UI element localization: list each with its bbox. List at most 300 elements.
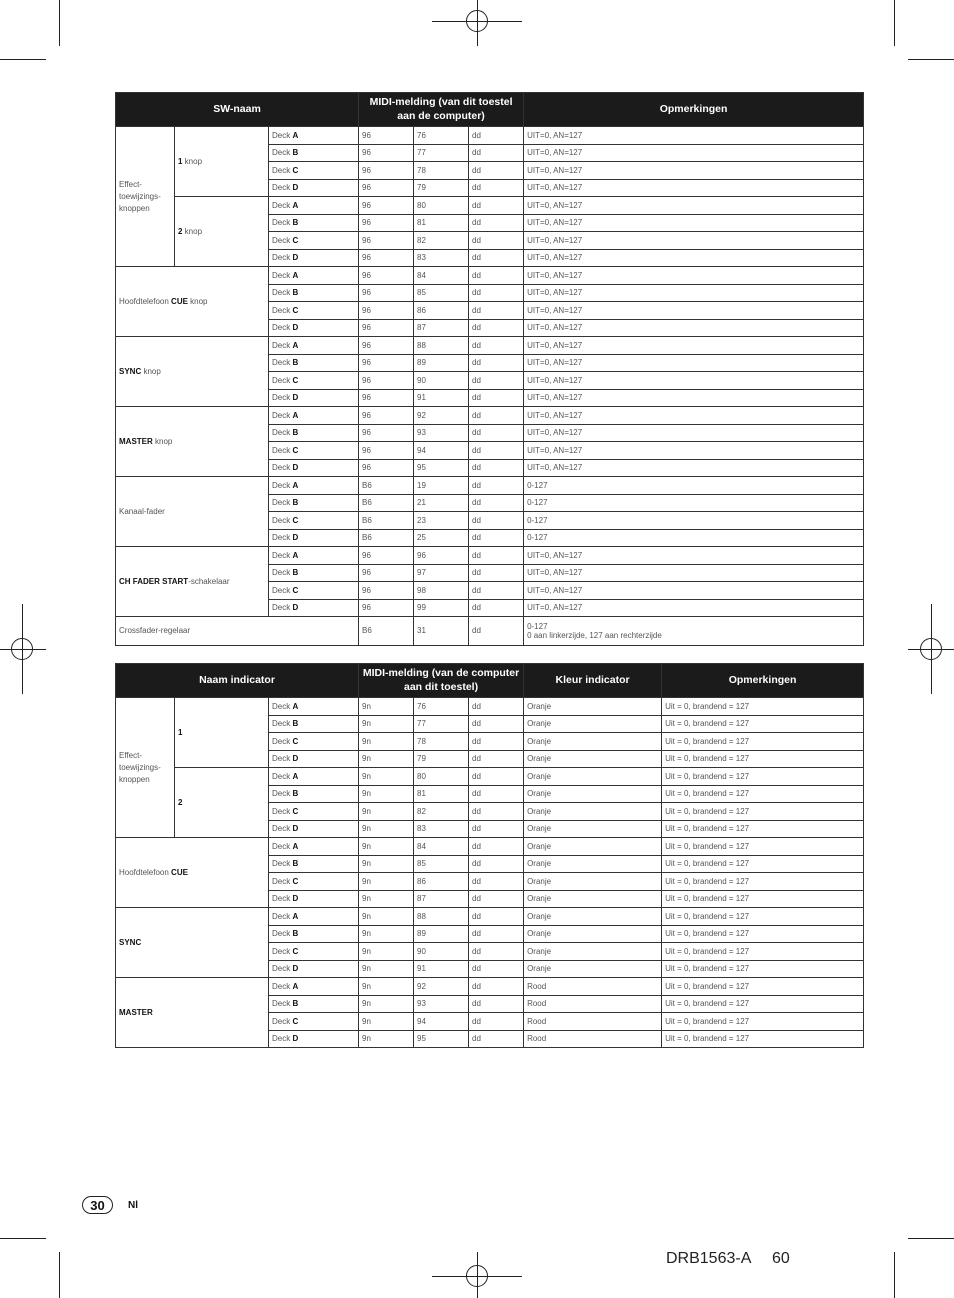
crop-mark: [894, 0, 895, 46]
midi-number-cell: 93: [414, 424, 469, 442]
deck-cell: Deck D: [269, 249, 359, 267]
deck-letter: D: [292, 754, 299, 764]
remarks-cell: UIT=0, AN=127: [524, 337, 864, 355]
midi-value-cell: dd: [469, 617, 524, 646]
deck-cell: Deck C: [269, 302, 359, 320]
midi-status-cell: 9n: [359, 733, 414, 751]
midi-number-cell: 19: [414, 477, 469, 495]
deck-letter: A: [292, 480, 299, 490]
deck-cell: Deck B: [269, 284, 359, 302]
midi-value-cell: dd: [469, 337, 524, 355]
midi-status-cell: 9n: [359, 1013, 414, 1031]
midi-status-cell: 96: [359, 249, 414, 267]
deck-cell: Deck C: [269, 512, 359, 530]
remarks-cell: UIT=0, AN=127: [524, 389, 864, 407]
remarks-cell: 0-127: [524, 477, 864, 495]
midi-status-cell: 9n: [359, 890, 414, 908]
remarks-cell: UIT=0, AN=127: [524, 547, 864, 565]
indicator-color-cell: Oranje: [524, 733, 662, 751]
midi-status-cell: B6: [359, 529, 414, 547]
midi-status-cell: 96: [359, 232, 414, 250]
midi-status-cell: 96: [359, 599, 414, 617]
remarks-cell: UIT=0, AN=127: [524, 372, 864, 390]
control-name-cell: Effect- toewijzings- knoppen: [116, 698, 175, 838]
midi-value-cell: dd: [469, 214, 524, 232]
midi-number-cell: 81: [414, 214, 469, 232]
indicator-color-cell: Rood: [524, 978, 662, 996]
table-row: [116, 908, 864, 926]
remarks-cell: UIT=0, AN=127: [524, 319, 864, 337]
deck-cell: Deck D: [269, 179, 359, 197]
remarks-cell: Uit = 0, brandend = 127: [662, 960, 864, 978]
indicator-color-cell: Oranje: [524, 768, 662, 786]
deck-letter: A: [292, 550, 299, 560]
deck-cell: Deck A: [269, 698, 359, 716]
indicator-color-cell: Oranje: [524, 943, 662, 961]
midi-value-cell: dd: [469, 785, 524, 803]
midi-number-cell: 85: [414, 855, 469, 873]
indicator-color-cell: Oranje: [524, 960, 662, 978]
deck-cell: Deck D: [269, 1030, 359, 1048]
remarks-cell: 0-127: [524, 529, 864, 547]
midi-number-cell: 96: [414, 547, 469, 565]
indicator-color-cell: Oranje: [524, 785, 662, 803]
deck-letter: C: [292, 305, 299, 315]
midi-status-cell: 9n: [359, 873, 414, 891]
midi-number-cell: 77: [414, 144, 469, 162]
midi-value-cell: dd: [469, 494, 524, 512]
midi-number-cell: 87: [414, 890, 469, 908]
midi-number-cell: 91: [414, 960, 469, 978]
crop-mark: [0, 59, 46, 60]
midi-number-cell: 78: [414, 733, 469, 751]
midi-status-cell: B6: [359, 494, 414, 512]
deck-letter: A: [292, 270, 299, 280]
deck-cell: Deck C: [269, 943, 359, 961]
deck-cell: Deck B: [269, 715, 359, 733]
table-row: [116, 267, 864, 285]
midi-status-cell: 96: [359, 407, 414, 425]
table-row-crossfader: [116, 617, 864, 646]
deck-letter: D: [292, 824, 299, 834]
midi-value-cell: dd: [469, 820, 524, 838]
table-row: [116, 197, 864, 215]
table-row: [116, 547, 864, 565]
deck-letter: B: [292, 218, 299, 228]
midi-out-table: [115, 92, 864, 646]
deck-letter: A: [292, 701, 299, 711]
deck-letter: B: [292, 929, 299, 939]
control-sub-name-cell: 2: [175, 768, 269, 838]
midi-value-cell: dd: [469, 978, 524, 996]
midi-number-cell: 98: [414, 582, 469, 600]
deck-letter: A: [292, 130, 299, 140]
remarks-cell: 0-127: [524, 494, 864, 512]
header-row: [116, 93, 864, 127]
midi-number-cell: 94: [414, 442, 469, 460]
midi-status-cell: 96: [359, 162, 414, 180]
midi-status-cell: 96: [359, 389, 414, 407]
midi-number-cell: 90: [414, 372, 469, 390]
remarks-cell: UIT=0, AN=127: [524, 407, 864, 425]
midi-value-cell: dd: [469, 960, 524, 978]
deck-cell: Deck D: [269, 890, 359, 908]
table-row: [116, 768, 864, 786]
remarks-cell: Uit = 0, brandend = 127: [662, 943, 864, 961]
document-code: DRB1563-A: [666, 1250, 752, 1267]
deck-letter: C: [292, 946, 299, 956]
deck-letter: A: [292, 340, 299, 350]
remarks-cell: Uit = 0, brandend = 127: [662, 715, 864, 733]
remarks-cell: Uit = 0, brandend = 127: [662, 785, 864, 803]
deck-letter: B: [292, 999, 299, 1009]
indicator-color-cell: Oranje: [524, 750, 662, 768]
deck-letter: A: [292, 200, 299, 210]
control-sub-name-cell: 1: [175, 698, 269, 768]
midi-status-cell: 96: [359, 214, 414, 232]
midi-status-cell: 96: [359, 354, 414, 372]
deck-letter: C: [292, 1016, 299, 1026]
deck-letter: A: [292, 911, 299, 921]
midi-status-cell: B6: [359, 512, 414, 530]
table-row: [116, 978, 864, 996]
deck-cell: Deck B: [269, 144, 359, 162]
control-name-cell: Hoofdtelefoon CUE: [116, 838, 269, 908]
remarks-cell: UIT=0, AN=127: [524, 354, 864, 372]
midi-value-cell: dd: [469, 459, 524, 477]
midi-status-cell: 9n: [359, 943, 414, 961]
remarks-cell: 0-127: [524, 512, 864, 530]
control-name-cell: Effect- toewijzings- knoppen: [116, 127, 175, 267]
document-page: 60: [772, 1250, 790, 1267]
deck-cell: Deck B: [269, 494, 359, 512]
midi-value-cell: dd: [469, 144, 524, 162]
midi-value-cell: dd: [469, 197, 524, 215]
remarks-cell: Uit = 0, brandend = 127: [662, 978, 864, 996]
deck-cell: Deck A: [269, 978, 359, 996]
deck-cell: Deck C: [269, 442, 359, 460]
midi-number-cell: 92: [414, 978, 469, 996]
crop-mark: [908, 59, 954, 60]
deck-letter: A: [292, 410, 299, 420]
remarks-cell: UIT=0, AN=127: [524, 127, 864, 145]
remarks-cell: UIT=0, AN=127: [524, 599, 864, 617]
midi-number-cell: 84: [414, 267, 469, 285]
deck-letter: C: [292, 165, 299, 175]
deck-cell: Deck B: [269, 564, 359, 582]
midi-value-cell: dd: [469, 803, 524, 821]
midi-value-cell: dd: [469, 855, 524, 873]
deck-cell: Deck A: [269, 407, 359, 425]
midi-value-cell: dd: [469, 407, 524, 425]
deck-letter: C: [292, 375, 299, 385]
remarks-cell: Uit = 0, brandend = 127: [662, 873, 864, 891]
midi-status-cell: 9n: [359, 768, 414, 786]
midi-status-cell: 96: [359, 197, 414, 215]
midi-number-cell: 21: [414, 494, 469, 512]
indicator-color-cell: Oranje: [524, 698, 662, 716]
midi-number-cell: 79: [414, 750, 469, 768]
midi-value-cell: dd: [469, 372, 524, 390]
indicator-color-cell: Oranje: [524, 838, 662, 856]
midi-value-cell: dd: [469, 529, 524, 547]
indicator-color-cell: Oranje: [524, 715, 662, 733]
crop-mark: [894, 1252, 895, 1298]
midi-value-cell: dd: [469, 715, 524, 733]
midi-value-cell: dd: [469, 995, 524, 1013]
midi-value-cell: dd: [469, 564, 524, 582]
midi-value-cell: dd: [469, 582, 524, 600]
midi-value-cell: dd: [469, 750, 524, 768]
midi-status-cell: 96: [359, 564, 414, 582]
deck-cell: Deck C: [269, 582, 359, 600]
deck-letter: D: [292, 1034, 299, 1044]
midi-number-cell: 79: [414, 179, 469, 197]
midi-status-cell: 9n: [359, 750, 414, 768]
remarks-cell: UIT=0, AN=127: [524, 267, 864, 285]
midi-status-cell: 96: [359, 547, 414, 565]
remarks-cell: UIT=0, AN=127: [524, 197, 864, 215]
header-midi-message: MIDI-melding (van de computer aan dit toestel): [359, 664, 524, 698]
remarks-cell: UIT=0, AN=127: [524, 179, 864, 197]
midi-status-cell: 96: [359, 267, 414, 285]
table-row: [116, 407, 864, 425]
deck-cell: Deck C: [269, 1013, 359, 1031]
midi-value-cell: dd: [469, 873, 524, 891]
midi-status-cell: 9n: [359, 978, 414, 996]
header-row: [116, 664, 864, 698]
midi-number-cell: 82: [414, 803, 469, 821]
remarks-cell: Uit = 0, brandend = 127: [662, 803, 864, 821]
midi-number-cell: 88: [414, 908, 469, 926]
midi-value-cell: dd: [469, 943, 524, 961]
midi-number-cell: 83: [414, 249, 469, 267]
remarks-cell: [524, 617, 864, 646]
midi-number-cell: 86: [414, 302, 469, 320]
page-number: 30: [82, 1196, 113, 1214]
deck-letter: A: [292, 771, 299, 781]
deck-letter: B: [292, 859, 299, 869]
deck-cell: Deck A: [269, 768, 359, 786]
midi-value-cell: dd: [469, 547, 524, 565]
deck-letter: C: [292, 876, 299, 886]
deck-cell: Deck A: [269, 838, 359, 856]
control-name-cell: SYNC: [116, 908, 269, 978]
midi-value-cell: dd: [469, 162, 524, 180]
midi-value-cell: dd: [469, 127, 524, 145]
midi-value-cell: dd: [469, 267, 524, 285]
remarks-cell: UIT=0, AN=127: [524, 232, 864, 250]
midi-number-cell: 23: [414, 512, 469, 530]
midi-number-cell: 85: [414, 284, 469, 302]
midi-value-cell: dd: [469, 890, 524, 908]
deck-cell: Deck D: [269, 389, 359, 407]
midi-status-cell: 96: [359, 459, 414, 477]
table-row: [116, 838, 864, 856]
midi-number-cell: 78: [414, 162, 469, 180]
deck-letter: C: [292, 515, 299, 525]
midi-number-cell: 93: [414, 995, 469, 1013]
deck-cell: Deck A: [269, 127, 359, 145]
midi-value-cell: dd: [469, 232, 524, 250]
remarks-cell: UIT=0, AN=127: [524, 162, 864, 180]
remarks-cell: UIT=0, AN=127: [524, 424, 864, 442]
midi-status-cell: 9n: [359, 803, 414, 821]
remarks-cell: Uit = 0, brandend = 127: [662, 890, 864, 908]
remarks-cell: UIT=0, AN=127: [524, 442, 864, 460]
midi-status-cell: 96: [359, 179, 414, 197]
midi-value-cell: dd: [469, 599, 524, 617]
midi-status-cell: 9n: [359, 820, 414, 838]
deck-cell: Deck D: [269, 319, 359, 337]
deck-cell: Deck C: [269, 803, 359, 821]
midi-status-cell: 9n: [359, 1030, 414, 1048]
control-name-cell: Hoofdtelefoon CUE knop: [116, 267, 269, 337]
deck-letter: C: [292, 585, 299, 595]
midi-number-cell: 92: [414, 407, 469, 425]
deck-cell: Deck D: [269, 960, 359, 978]
midi-status-cell: 9n: [359, 715, 414, 733]
remarks-cell: Uit = 0, brandend = 127: [662, 855, 864, 873]
deck-cell: Deck A: [269, 477, 359, 495]
deck-cell: Deck D: [269, 599, 359, 617]
midi-value-cell: dd: [469, 1013, 524, 1031]
indicator-color-cell: Oranje: [524, 855, 662, 873]
midi-number-cell: 82: [414, 232, 469, 250]
deck-cell: Deck D: [269, 459, 359, 477]
deck-letter: D: [292, 603, 299, 613]
midi-value-cell: dd: [469, 354, 524, 372]
deck-cell: Deck D: [269, 529, 359, 547]
midi-number-cell: 84: [414, 838, 469, 856]
deck-letter: C: [292, 806, 299, 816]
indicator-color-cell: Rood: [524, 1013, 662, 1031]
deck-letter: D: [292, 894, 299, 904]
midi-status-cell: 9n: [359, 925, 414, 943]
midi-number-cell: 83: [414, 820, 469, 838]
deck-cell: Deck C: [269, 372, 359, 390]
midi-status-cell: 96: [359, 127, 414, 145]
midi-status-cell: B6: [359, 617, 414, 646]
remarks-line: 0 aan linkerzijde, 127 aan rechterzijde: [527, 631, 662, 640]
deck-letter: B: [292, 148, 299, 158]
deck-cell: Deck D: [269, 820, 359, 838]
control-name-cell: Kanaal-fader: [116, 477, 269, 547]
midi-number-cell: 25: [414, 529, 469, 547]
midi-status-cell: 96: [359, 284, 414, 302]
midi-value-cell: dd: [469, 389, 524, 407]
remarks-cell: Uit = 0, brandend = 127: [662, 995, 864, 1013]
indicator-color-cell: Oranje: [524, 820, 662, 838]
midi-status-cell: 96: [359, 144, 414, 162]
midi-number-cell: 80: [414, 768, 469, 786]
remarks-cell: Uit = 0, brandend = 127: [662, 768, 864, 786]
midi-value-cell: dd: [469, 768, 524, 786]
midi-number-cell: 90: [414, 943, 469, 961]
midi-status-cell: 9n: [359, 785, 414, 803]
midi-value-cell: dd: [469, 179, 524, 197]
midi-value-cell: dd: [469, 512, 524, 530]
midi-value-cell: dd: [469, 698, 524, 716]
midi-number-cell: 88: [414, 337, 469, 355]
midi-number-cell: 91: [414, 389, 469, 407]
midi-status-cell: 9n: [359, 960, 414, 978]
midi-status-cell: 9n: [359, 855, 414, 873]
deck-cell: Deck A: [269, 908, 359, 926]
table-row: [116, 698, 864, 716]
remarks-cell: Uit = 0, brandend = 127: [662, 925, 864, 943]
indicator-color-cell: Oranje: [524, 873, 662, 891]
midi-status-cell: 96: [359, 372, 414, 390]
remarks-cell: UIT=0, AN=127: [524, 564, 864, 582]
deck-letter: C: [292, 235, 299, 245]
remarks-cell: UIT=0, AN=127: [524, 459, 864, 477]
control-sub-name-cell: 2 knop: [175, 197, 269, 267]
deck-cell: Deck D: [269, 750, 359, 768]
table-row: [116, 127, 864, 145]
control-name-cell: Crossfader-regelaar: [116, 617, 359, 646]
deck-letter: B: [292, 498, 299, 508]
deck-letter: D: [292, 183, 299, 193]
deck-cell: Deck B: [269, 214, 359, 232]
midi-value-cell: dd: [469, 733, 524, 751]
midi-status-cell: 9n: [359, 995, 414, 1013]
header-indicator-color: Kleur indicator: [524, 664, 662, 698]
deck-cell: Deck B: [269, 785, 359, 803]
midi-number-cell: 95: [414, 459, 469, 477]
deck-cell: Deck B: [269, 354, 359, 372]
midi-in-table: [115, 663, 864, 1048]
deck-cell: Deck B: [269, 855, 359, 873]
deck-cell: Deck A: [269, 197, 359, 215]
midi-status-cell: B6: [359, 477, 414, 495]
deck-cell: Deck C: [269, 873, 359, 891]
midi-value-cell: dd: [469, 1030, 524, 1048]
remarks-cell: Uit = 0, brandend = 127: [662, 1030, 864, 1048]
midi-number-cell: 77: [414, 715, 469, 733]
midi-number-cell: 89: [414, 925, 469, 943]
indicator-color-cell: Oranje: [524, 908, 662, 926]
midi-status-cell: 96: [359, 319, 414, 337]
midi-number-cell: 87: [414, 319, 469, 337]
header-remarks: Opmerkingen: [524, 93, 864, 127]
control-name-cell: CH FADER START-schakelaar: [116, 547, 269, 617]
midi-value-cell: dd: [469, 249, 524, 267]
remarks-cell: UIT=0, AN=127: [524, 214, 864, 232]
header-sw-name: SW-naam: [116, 93, 359, 127]
crop-mark: [0, 1238, 46, 1239]
control-name-cell: SYNC knop: [116, 337, 269, 407]
deck-letter: D: [292, 463, 299, 473]
remarks-cell: UIT=0, AN=127: [524, 144, 864, 162]
remarks-cell: UIT=0, AN=127: [524, 302, 864, 320]
midi-status-cell: 96: [359, 337, 414, 355]
remarks-cell: Uit = 0, brandend = 127: [662, 820, 864, 838]
deck-cell: Deck A: [269, 337, 359, 355]
remarks-cell: Uit = 0, brandend = 127: [662, 1013, 864, 1031]
remarks-cell: Uit = 0, brandend = 127: [662, 750, 864, 768]
deck-cell: Deck C: [269, 162, 359, 180]
deck-letter: B: [292, 719, 299, 729]
midi-value-cell: dd: [469, 424, 524, 442]
header-remarks: Opmerkingen: [662, 664, 864, 698]
deck-letter: B: [292, 358, 299, 368]
indicator-color-cell: Oranje: [524, 803, 662, 821]
crop-mark: [59, 0, 60, 46]
deck-letter: B: [292, 789, 299, 799]
deck-letter: D: [292, 253, 299, 263]
midi-status-cell: 96: [359, 442, 414, 460]
